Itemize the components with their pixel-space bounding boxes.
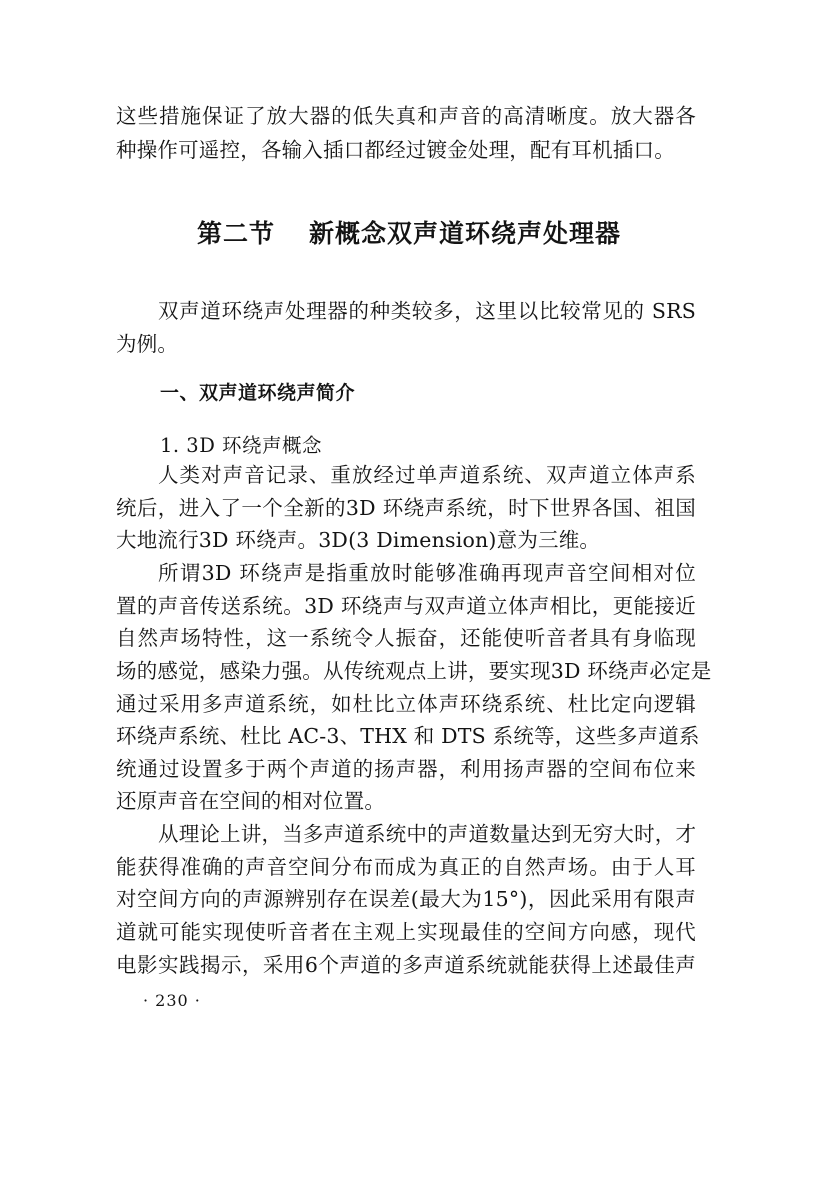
subsection-title: 一、双声道环绕声简介 [160, 382, 356, 404]
section-number: 第二节 [196, 219, 275, 248]
paragraph1-line-3: 大地流行3D 环绕声。3D(3 Dimension)意为三维。 [116, 528, 601, 552]
paragraph3-line-4: 道就可能实现使听音者在主观上实现最佳的空间方向感，现代 [116, 920, 696, 944]
paragraph2-line-8: 还原声音在空间的相对位置。 [116, 789, 386, 813]
section-intro-line-1: 双声道环绕声处理器的种类较多，这里以比较常见的 SRS [158, 299, 696, 323]
paragraph2-line-2: 置的声音传送系统。3D 环绕声与双声道立体声相比，更能接近 [116, 594, 696, 618]
section-heading [0, 214, 818, 250]
paragraph2-line-6: 环绕声系统、杜比 AC-3、THX 和 DTS 系统等，这些多声道系 [116, 724, 700, 748]
paragraph2-line-5: 通过采用多声道系统，如杜比立体声环绕系统、杜比定向逻辑 [116, 692, 696, 716]
paragraph3-line-2: 能获得准确的声音空间分布而成为真正的自然声场。由于人耳 [116, 855, 696, 879]
item-title: 1. 3D 环绕声概念 [160, 434, 323, 457]
paragraph3-line-3: 对空间方向的声源辨别存在误差(最大为15°)，因此采用有限声 [116, 887, 696, 911]
paragraph2-line-4: 场的感觉，感染力强。从传统观点上讲，要实现3D 环绕声必定是 [116, 659, 712, 683]
paragraph3-line-1: 从理论上讲，当多声道系统中的声道数量达到无穷大时，才 [158, 822, 697, 846]
section-intro-line-2: 为例。 [116, 332, 179, 356]
intro-line-2: 种操作可遥控，各输入插口都经过镀金处理，配有耳机插口。 [116, 138, 675, 162]
section-title: 新概念双声道环绕声处理器 [309, 219, 622, 248]
paragraph2-line-7: 统通过设置多于两个声道的扬声器，利用扬声器的空间布位来 [116, 757, 696, 781]
paragraph2-line-1: 所谓3D 环绕声是指重放时能够准确再现声音空间相对位 [158, 561, 696, 585]
page-number: · 230 · [143, 991, 201, 1010]
paragraph1-line-1: 人类对声音记录、重放经过单声道系统、双声道立体声系 [158, 463, 696, 487]
intro-line-1: 这些措施保证了放大器的低失真和声音的高清晰度。放大器各 [116, 104, 696, 128]
paragraph1-line-2: 统后，进入了一个全新的3D 环绕声系统，时下世界各国、祖国 [116, 496, 696, 520]
paragraph3-line-5: 电影实践揭示，采用6个声道的多声道系统就能获得上述最佳声 [116, 953, 696, 977]
paragraph2-line-3: 自然声场特性，这一系统令人振奋，还能使听音者具有身临现 [116, 626, 696, 650]
